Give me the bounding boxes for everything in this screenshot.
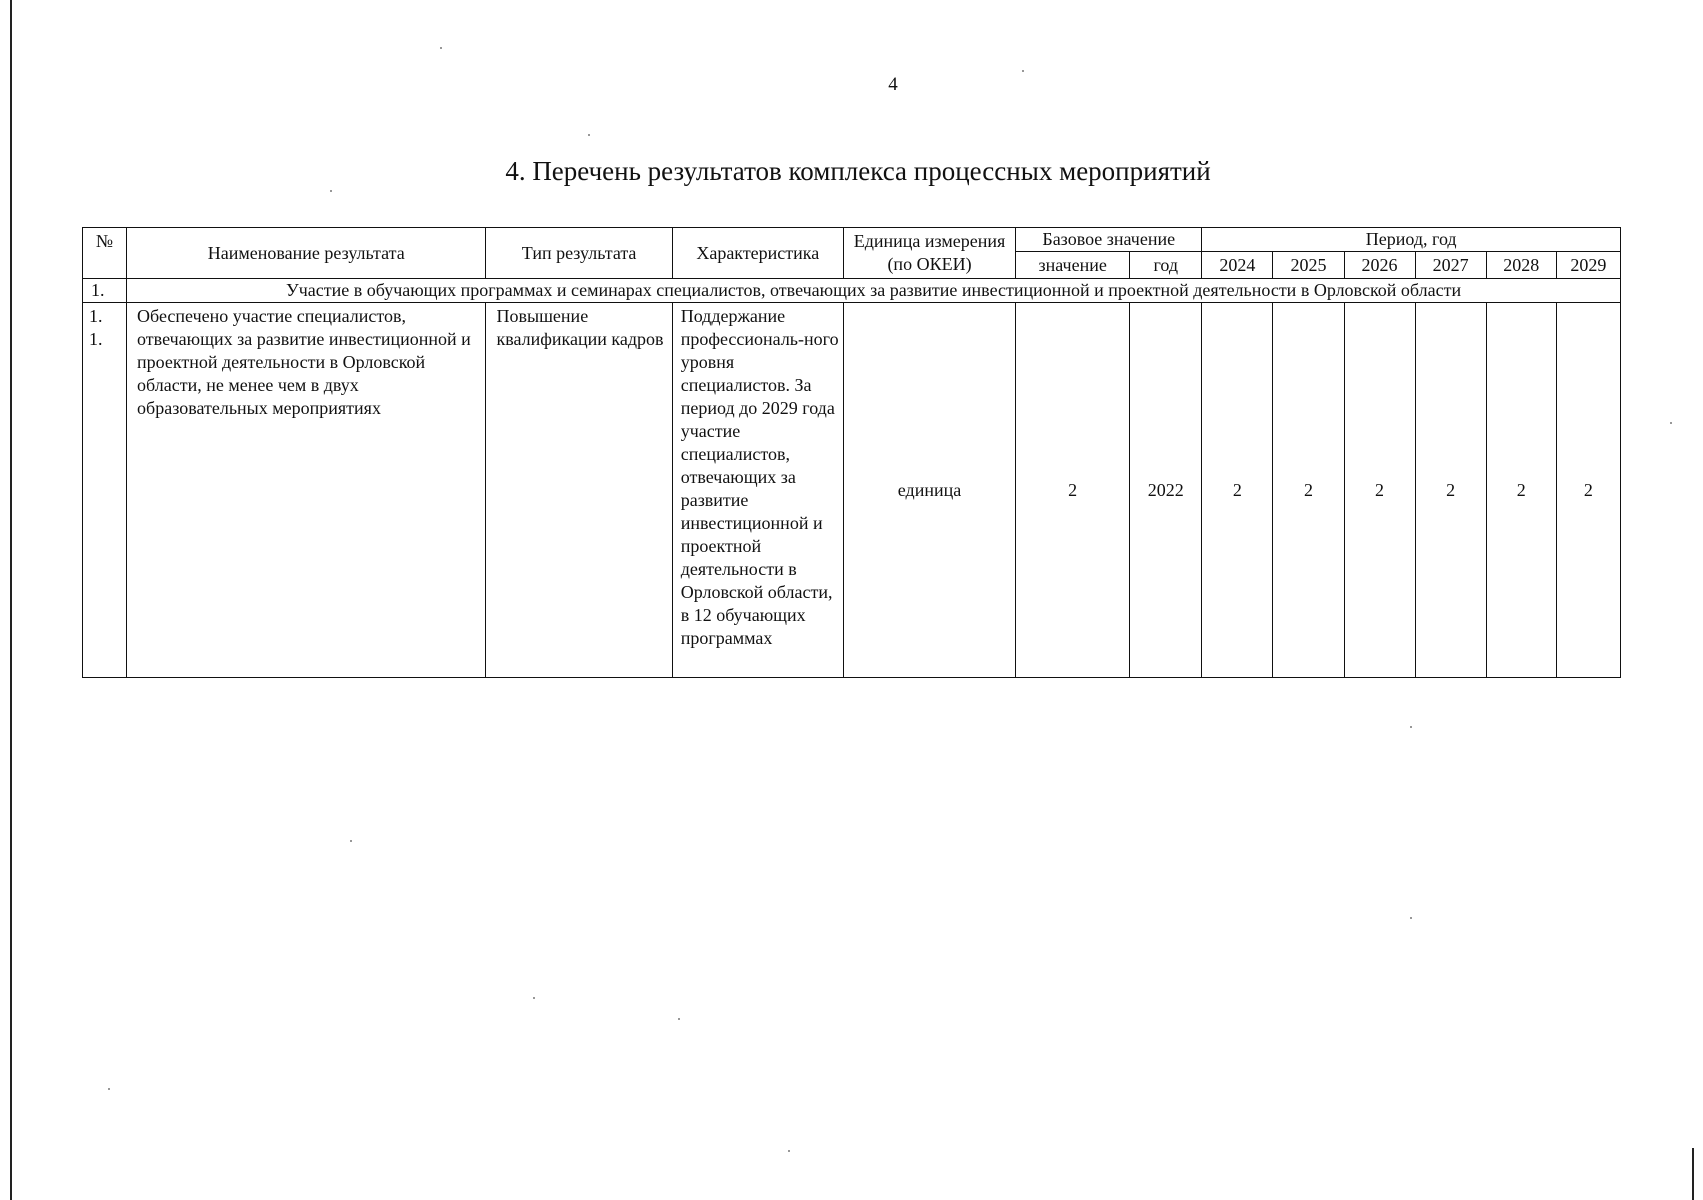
scan-speck [533,997,535,999]
scan-speck [1410,726,1412,728]
row-characteristic: Поддержание профессиональ-ного уровня специалистов. За период до 2029 года участие специалистов, отвечающих за развитие инвестиционной и проектной деятельности в Орловской области, в 12 обучающих программах [672,303,843,678]
page-number: 4 [888,74,898,95]
row-base-value: 2 [1016,303,1130,678]
scan-speck [788,1150,790,1152]
scan-edge-right [1692,1148,1694,1200]
row-value-2028: 2 [1486,303,1556,678]
header-year-2029: 2029 [1556,252,1620,279]
section-row-num: 1. [83,279,127,303]
scan-speck [350,840,352,842]
section-row [83,279,1621,303]
header-name: Наименование результата [127,228,486,279]
header-year-2024: 2024 [1202,252,1273,279]
row-value-2027: 2 [1415,303,1486,678]
row-value-2026: 2 [1344,303,1415,678]
header-year-2027: 2027 [1415,252,1486,279]
header-base: Базовое значение [1016,228,1202,252]
row-name: Обеспечено участие специалистов, отвечающих за развитие инвестиционной и проектной деятельности в Орловской области, не менее чем в двух образовательных мероприятиях [127,303,486,678]
row-value-2029: 2 [1556,303,1620,678]
scan-speck [1410,917,1412,919]
header-base-value: значение [1016,252,1130,279]
scan-speck [1670,422,1672,424]
scan-speck [330,190,332,192]
scan-speck [588,134,590,136]
row-type: Повышение квалификации кадров [486,303,672,678]
results-table [82,227,1621,678]
table-row [83,303,1621,678]
header-characteristic: Характеристика [672,228,843,279]
row-base-year: 2022 [1130,303,1202,678]
section-title: 4. Перечень результатов комплекса процессных мероприятий [505,156,1211,186]
header-year-2028: 2028 [1486,252,1556,279]
header-base-year: год [1130,252,1202,279]
row-unit: единица [843,303,1015,678]
header-period: Период, год [1202,228,1621,252]
header-unit: Единица измерения (по ОКЕИ) [843,228,1015,279]
section-row-text: Участие в обучающих программах и семинарах специалистов, отвечающих за развитие инвестиционной и проектной деятельности в Орловской области [127,279,1621,303]
header-year-2025: 2025 [1273,252,1344,279]
header-year-2026: 2026 [1344,252,1415,279]
row-value-2024: 2 [1202,303,1273,678]
header-num: № [83,228,127,279]
scan-speck [108,1088,110,1090]
row-num: 1. 1. [83,303,127,678]
scan-speck [678,1018,680,1020]
scan-speck [1022,70,1024,72]
scan-speck [440,47,442,49]
row-value-2025: 2 [1273,303,1344,678]
header-type: Тип результата [486,228,672,279]
